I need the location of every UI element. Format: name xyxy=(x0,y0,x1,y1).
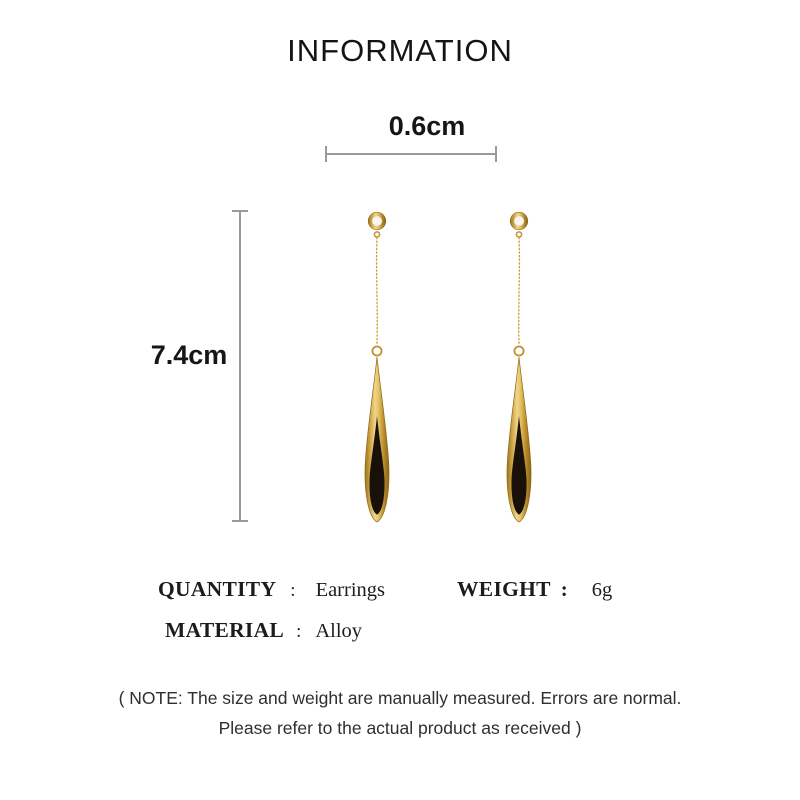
material-value: Alloy xyxy=(315,620,363,642)
quantity-label: QUANTITY xyxy=(158,577,277,601)
weight-separator: : xyxy=(560,577,568,601)
stud-connector-ring xyxy=(516,232,521,237)
drop-loop xyxy=(514,346,523,355)
spec-row-quantity xyxy=(158,577,385,602)
disclaimer-note xyxy=(0,684,800,743)
drop-loop xyxy=(372,346,381,355)
material-separator: : xyxy=(296,621,302,642)
disclaimer-line-2: Please refer to the actual product as received ) xyxy=(218,717,582,738)
disclaimer-line-1: ( NOTE: The size and weight are manually measured. Errors are normal. xyxy=(118,688,682,708)
weight-label: WEIGHT xyxy=(457,577,551,601)
stud-crystal xyxy=(372,216,382,226)
quantity-separator: : xyxy=(290,580,296,601)
stud-connector-ring xyxy=(374,232,379,237)
chain xyxy=(377,237,378,345)
spec-row-material xyxy=(165,618,362,643)
chain xyxy=(519,237,520,345)
quantity-value: Earrings xyxy=(315,579,386,601)
page-title: INFORMATION xyxy=(287,33,513,68)
width-measure-label: 0.6cm xyxy=(388,111,466,141)
earring-right-image xyxy=(487,206,551,528)
earring-left-image xyxy=(345,206,409,528)
weight-value: 6g xyxy=(591,579,613,601)
height-measure-label: 7.4cm xyxy=(150,340,228,370)
material-label: MATERIAL xyxy=(165,618,285,642)
stud-crystal xyxy=(514,216,524,226)
width-measure-line xyxy=(325,153,497,155)
spec-row-weight xyxy=(457,577,612,602)
height-measure-line xyxy=(239,210,241,522)
